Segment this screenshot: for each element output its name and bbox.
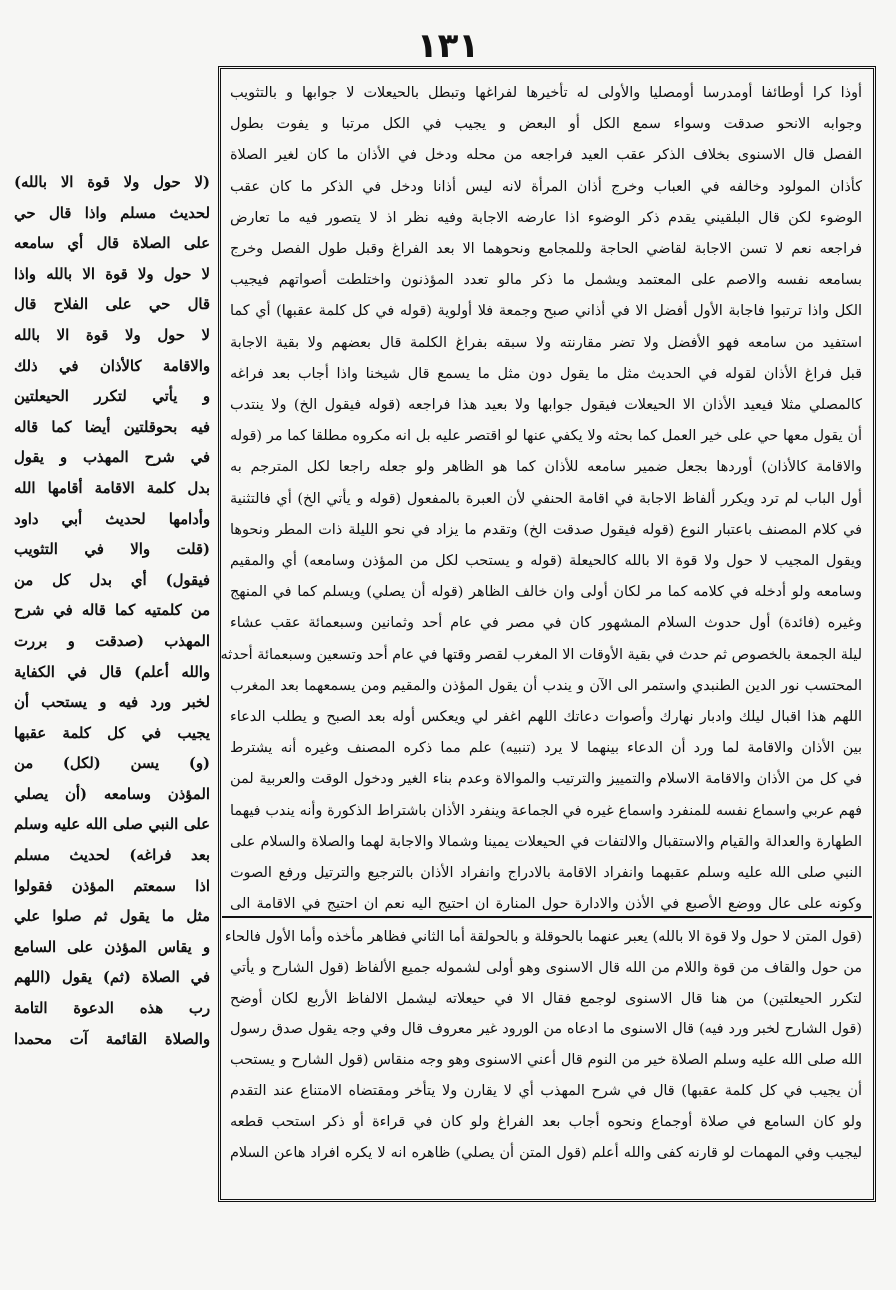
- margin-line: فيقول) أي بدل كل من: [14, 571, 210, 589]
- main-text-line: ويقول المجيب لا حول ولا قوة الا بالله كالحيعلة (قوله و يستحب لكل من المؤذن وسامعه) أي والمقيم: [230, 553, 862, 570]
- margin-line: لا حول ولا قوة الا بالله: [14, 326, 210, 344]
- footnote-separator: [222, 916, 872, 918]
- margin-line: لحديث مسلم واذا قال حي: [14, 204, 210, 222]
- footnote-line: (قول المتن لا حول ولا قوة الا بالله) يعبر عنهما بالحوقلة و بالحولقة أما الثاني فظاهر مأخذه وأما الأول فالحاء: [224, 929, 862, 945]
- footnote-line: أن يجيب في كل كلمة عقبها) قال في شرح المهذب أي لا يقارن ولا يتأخر ومقتضاه الامتناع عند التقدم: [230, 1082, 862, 1099]
- main-text-line: أول الباب لم ترد ويكرر ألفاظ الاجابة في اقامة الحنفي لأن العبرة بالمفعول (قوله و يأتي الخ) أي فالتثنية: [230, 490, 862, 507]
- main-text-line: فراجعه نعم لا تسن الاجابة لقاضي الحاجة وللمجامع ونحوهما الا بعد الفراغ وقبل طول الفصل وخرج: [230, 241, 862, 258]
- main-text-line: اللهم هذا اقبال ليلك وادبار نهارك وأصوات دعاتك اللهم اغفر لي ويعكس أوله بعد الصبح و يطلب الدعاء: [230, 709, 862, 726]
- margin-line: في شرح المهذب و يقول: [14, 449, 210, 467]
- main-text-line: فهم عربي واسماع نفسه للمنفرد واسماع غيره في الجماعة وينفرد الأذان باشتراط الذكورة وأنه يندب فيهما: [230, 802, 862, 819]
- margin-line: على النبي صلى الله عليه وسلم: [14, 816, 210, 834]
- footnote-line: لتكرر الحيعلتين) من هنا قال الاسنوى لوجمع فقال الا في حيعلاته ليشمل الالفاظ الأربع لكان أوضح: [230, 990, 862, 1007]
- margin-line: بعد فراغه) لحديث مسلم: [14, 847, 210, 865]
- main-text-line: وجوابه الانحو صدقت وسواء سمع الكل أو البعض و يجيب في الكل مرتبا و يفوت بطول: [230, 116, 862, 133]
- margin-line: رب هذه الدعوة التامة: [14, 1000, 210, 1018]
- main-text-line: وغيره (فائدة) أول حدوث السلام المشهور كان في مصر في عام أحد وثمانين وسبعمائة عقب عشاء: [230, 615, 862, 632]
- margin-line: والله أعلم) قال في الكفاية: [14, 663, 210, 681]
- margin-line: فيه بحوقلتين أيضا كما قاله: [14, 418, 210, 436]
- main-text-line: النبي صلى الله عليه وسلم عقبهما وانفراد الاقامة بالادراج وانفراد الأذان بالترجيع والترتيل ورفع الصوت: [230, 865, 862, 882]
- margin-line: يجيب في كل كلمة عقبها: [14, 724, 210, 742]
- main-text-line: بسامعه نفسه والاصم على المعتمد ويشمل ما ذكر مالو تعدد المؤذنون واختلطت أصواتهم فيجيب: [230, 272, 862, 289]
- main-text-line: الفصل قال الاسنوى بخلاف الذكر عقب العيد فراجعه من محله ودخل في الأذان ما كان لغير الصلاة: [230, 147, 862, 164]
- main-text-line: كالمصلي مثلا فيعيد الأذان الا الحيعلات فيقول جوابها ولا بعيد هذا فراجعه (قوله فيقول الخ) ولا ينتدب: [230, 397, 862, 414]
- footnote-line: من حول والقاف من قوة واللام من الله قال الاسنوى وهو أولى لشموله جميع الألفاظ (قول الشارح و يأتي: [230, 959, 862, 976]
- main-text-line: كأذان المولود وخالفه في العباب وخرج أذان المرأة لانه ليس أذانا ودخل في الذكر ما كان عقب: [230, 178, 862, 195]
- margin-line: من كلمتيه كما قاله في شرح: [14, 602, 210, 620]
- main-text-line: والاقامة كالأذان) أوردها بجعل ضمير سامعه للأذان كما هو الظاهر ولو جعله راجعا لكل المترجم به: [230, 459, 862, 476]
- margin-line: و يأتي لتكرر الحيعلتين: [14, 388, 210, 406]
- margin-line: المهذب (صدقت و بررت: [14, 632, 210, 650]
- margin-matn-text: [14, 168, 210, 1048]
- margin-line: و يقاس المؤذن على السامع: [14, 938, 210, 956]
- margin-line: المؤذن وسامعه (أن يصلي: [14, 785, 210, 803]
- margin-line: بدل كلمة الاقامة أقامها الله: [14, 479, 210, 497]
- footnote-line: ولو كان السامع في صلاة أوجماع ونحوه أجاب بعد الفراغ ولو كان في قراءة أو ذكر استحب قطعه: [230, 1113, 862, 1130]
- margin-line: (قلت والا في التثويب: [14, 541, 210, 559]
- margin-line: اذا سمعتم المؤذن فقولوا: [14, 877, 210, 895]
- margin-line: وأدامها لحديث أبي داود: [14, 510, 210, 528]
- margin-line: (و) يسن (لكل) من: [14, 755, 210, 773]
- main-text-line: في كل من الأذان والاقامة الاسلام والتمييز والترتيب والموالاة وعدم بناء الغير ودخول الوقت والعربية لمن: [230, 771, 862, 788]
- main-text-line: الكل واذا ترتبوا فاجابة الأول أفضل الا في أذاني صبح وجمعة فلا أولوية (قوله في كل كلمة عقبها) أي كما: [230, 303, 862, 320]
- margin-line: على الصلاة قال أي سامعه: [14, 235, 210, 253]
- page-number: ١٣١: [416, 26, 480, 66]
- main-text-line: أوذا كرا أوطائفا أومدرسا أومصليا والأولى له تأخيرها لفراغها وتبطل بالحيعلات لا جوابها و بالتثويب: [230, 85, 862, 101]
- margin-line: والصلاة القائمة آت محمدا: [14, 1030, 210, 1048]
- main-text-line: بين الأذان والاقامة لما ورد أن الدعاء بينهما لا يرد (تنبيه) علم مما ذكره المصنف وغيره أنه يشترط: [230, 740, 862, 757]
- main-text-line: استفيد من سامعه فهو الأفضل ولا تضر مقارنته ولا سبقه بفراغ الكلمة قال بعضهم ولا بقية الاجابة: [230, 334, 862, 351]
- margin-line: لخبر ورد فيه و يستحب أن: [14, 694, 210, 712]
- margin-line: مثل ما يقول ثم صلوا علي: [14, 908, 210, 926]
- main-commentary: [220, 78, 862, 913]
- margin-line: لا حول ولا قوة الا بالله واذا: [14, 265, 210, 283]
- main-text-line: في كلام المصنف باعتبار النوع (قوله فيقول صدقت الخ) وتقدم ما يزاد في نحو الليلة ذات المطر ونحوها: [230, 521, 862, 538]
- main-text-line: وكونه على عال ووضع الأصبع في الأذن والادارة حول المنارة ان احتيج اليه نعم ان احتيج في الاقامة الى: [230, 896, 862, 913]
- margin-line: قال حي على الفلاح قال: [14, 296, 210, 314]
- main-text-line: المحتسب نور الدين الطنبدي واستمر الى الآن و يندب أن يقول المؤذن والمقيم ومن يسمعهما بعد المغرب: [230, 677, 862, 694]
- main-text-line: الطهارة والعدالة والقيام والاستقبال والالتفات في الحيعلات يمينا وشمالا والاجابة لهما والصلاة والسلام على: [230, 833, 862, 850]
- main-text-line: وسامعه ولو أدخله في كلامه كما مر لكان أولى وان خالف الظاهر (قوله أن يصلي) ويسلم كما في المنهج: [230, 584, 862, 601]
- main-text-line: قبل فراغ الأذان لقوله في الحديث مثل ما يقول دون مثل ما يسمع قال شيخنا واذا أجاب بعد فراغه: [230, 365, 862, 382]
- main-text-line: الوضوء لكن قال البلقيني يقدم ذكر الوضوء اذا عارضه الاجابة وفيه نظر اذ لا يتصور فيه ما تعارض: [230, 209, 862, 226]
- footnote-line: (قول الشارح لخبر ورد فيه) قال الاسنوى ما ادعاه من الورود غير معروف قال وفي وجه يقول صدق رسول: [230, 1021, 862, 1038]
- margin-line: في الصلاة (ثم) يقول (اللهم: [14, 969, 210, 987]
- footnote-line: الله صلى الله عليه وسلم الصلاة خير من النوم قال أعني الاسنوى وهو وجه منقاس (قول الشارح و يستحب: [230, 1052, 862, 1069]
- main-text-line: أن يقول معها حي على خير العمل كما بحثه ولا يكفي عنها لو اقتصر عليه بل انه مكروه مطلقا كما مر (قوله: [230, 428, 862, 445]
- main-text-line: ليلة الجمعة بالخصوص ثم حدث في بقية الأوقات الا المغرب لقصر وقتها في عام أحد وتسعين وسبعمائة أحدثه: [220, 646, 862, 663]
- margin-line: (لا حول ولا قوة الا بالله): [14, 174, 210, 191]
- footnote-line: ليجيب وفي المهمات لو قارنه كفى والله أعلم (قول المتن أن يصلي) ظاهره انه لا يكره افراد هاعن السلام: [230, 1144, 862, 1161]
- footnote-commentary: [224, 922, 862, 1192]
- margin-line: والاقامة كالأذان في ذلك: [14, 357, 210, 375]
